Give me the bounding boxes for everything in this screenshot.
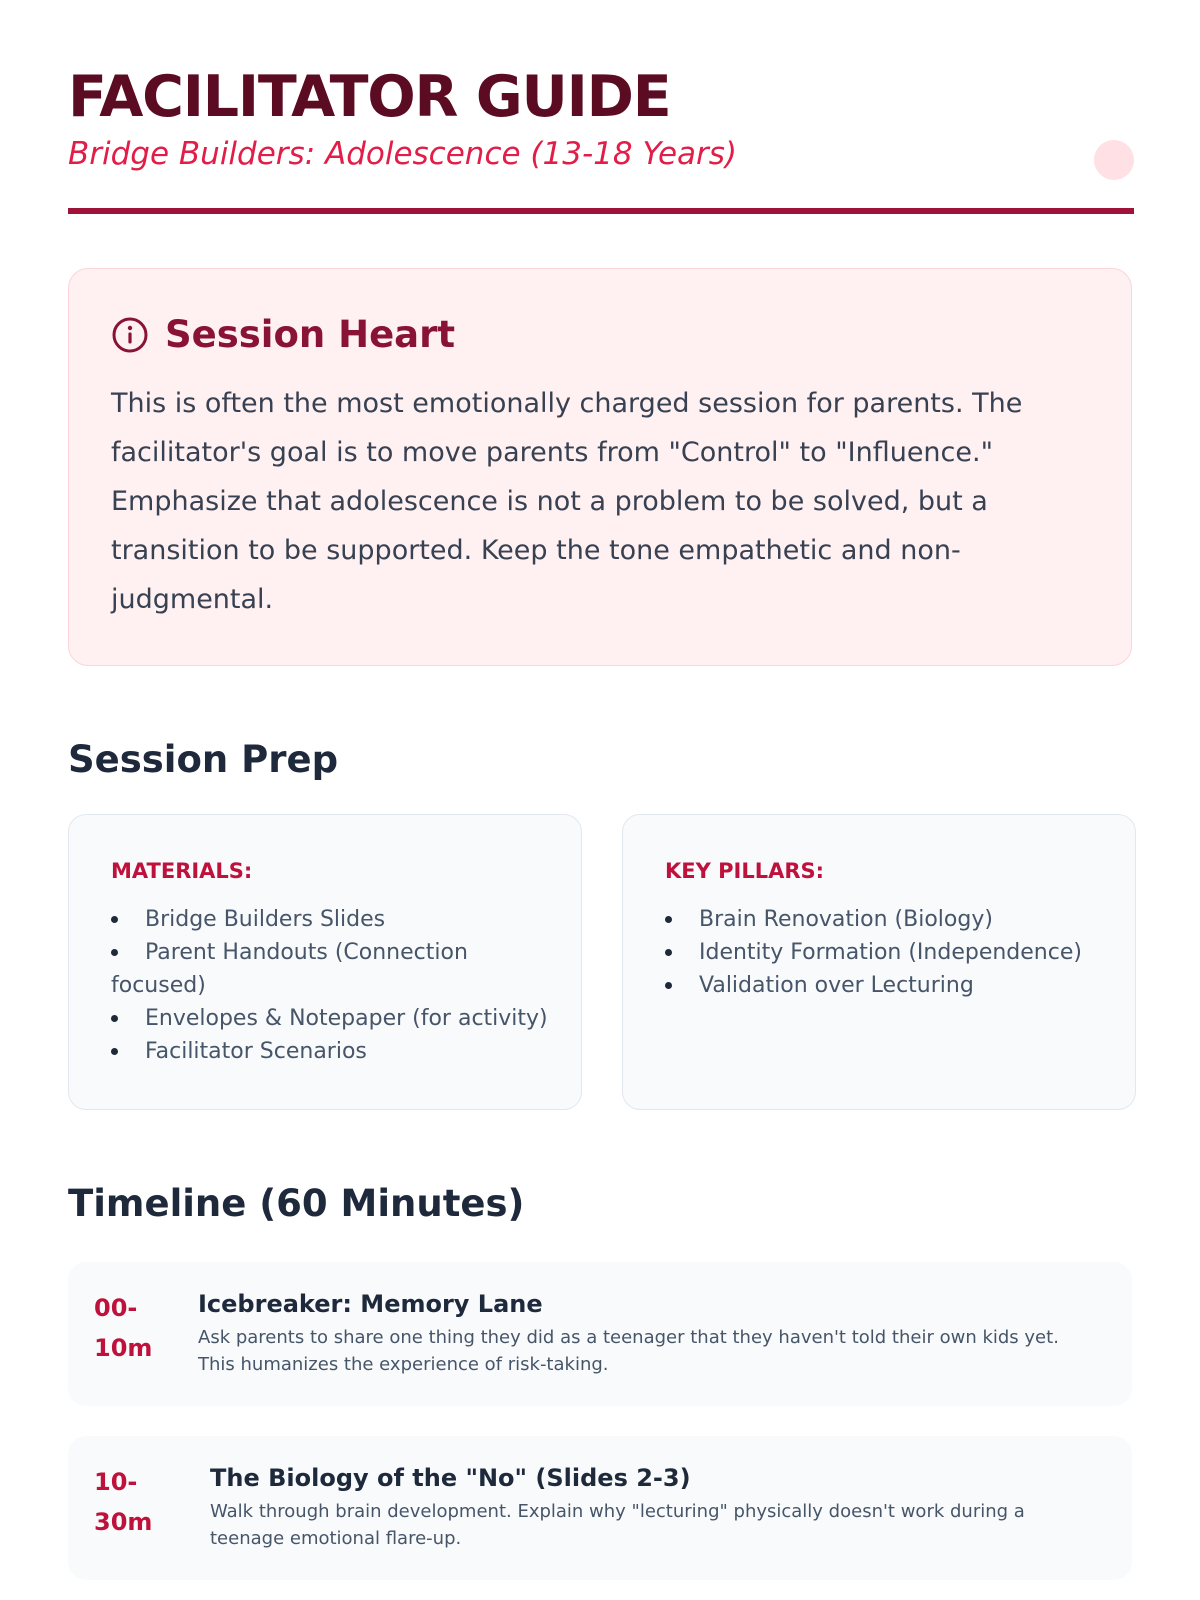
- bullet-icon: [665, 982, 672, 989]
- timeline-content: [210, 1464, 1100, 1552]
- bullet-icon: [111, 949, 118, 956]
- timeline-content: [198, 1290, 1088, 1378]
- list-item: Validation over Lecturing: [665, 969, 1105, 1002]
- bullet-icon: [665, 949, 672, 956]
- timeline-heading: Timeline (60 Minutes): [68, 1182, 525, 1225]
- key-pillars-list: [665, 903, 1105, 1002]
- timeline-title: The Biology of the "No" (Slides 2-3): [210, 1464, 691, 1492]
- timeline-description: Ask parents to share one thing they did as a teenager that they haven't told their own kids yet. This humanizes the experience of risk-taking.: [198, 1327, 1059, 1375]
- materials-label: MATERIALS:: [111, 859, 253, 883]
- bullet-icon: [111, 1048, 118, 1055]
- decorative-dot: [1094, 140, 1134, 180]
- timeline-title: Icebreaker: Memory Lane: [198, 1290, 543, 1318]
- info-circle-icon: [111, 316, 149, 354]
- key-pillars-card: [622, 814, 1136, 1110]
- timeline-item: [68, 1262, 1132, 1406]
- bullet-icon: [111, 1015, 118, 1022]
- bullet-icon: [111, 916, 118, 923]
- bullet-icon: [665, 916, 672, 923]
- list-item: Facilitator Scenarios: [111, 1035, 551, 1068]
- materials-list: [111, 903, 551, 1068]
- timeline-description: Walk through brain development. Explain why "lecturing" physically doesn't work during a teenage emotional flare-up.: [210, 1501, 1025, 1549]
- session-heart-header: [111, 313, 455, 356]
- list-item: Bridge Builders Slides: [111, 903, 551, 936]
- list-item: Brain Renovation (Biology): [665, 903, 1105, 936]
- list-item: Parent Handouts (Connection focused): [111, 940, 468, 998]
- session-heart-text: This is often the most emotionally charged session for parents. The facilitator's goal is to move parents from "Control" to "Influence." Emphasize that adolescence is not a problem to be solved, but a transition to be supported. Keep the tone empathetic and non-judgmental.: [111, 388, 1023, 615]
- session-heart-title: Session Heart: [165, 313, 456, 356]
- materials-card: [68, 814, 582, 1110]
- header-divider: [68, 208, 1134, 214]
- timeline-item: [68, 1436, 1132, 1580]
- timeline-time: 10-30m: [94, 1468, 153, 1536]
- session-heart-callout: [68, 268, 1132, 666]
- document-subtitle: Bridge Builders: Adolescence (13-18 Years): [68, 136, 738, 172]
- document-title: FACILITATOR GUIDE: [68, 64, 671, 130]
- list-item: Identity Formation (Independence): [665, 936, 1105, 969]
- timeline-time: 00-10m: [94, 1294, 153, 1362]
- session-prep-heading: Session Prep: [68, 738, 339, 781]
- key-pillars-label: KEY PILLARS:: [665, 859, 825, 883]
- list-item: Envelopes & Notepaper (for activity): [111, 1002, 551, 1035]
